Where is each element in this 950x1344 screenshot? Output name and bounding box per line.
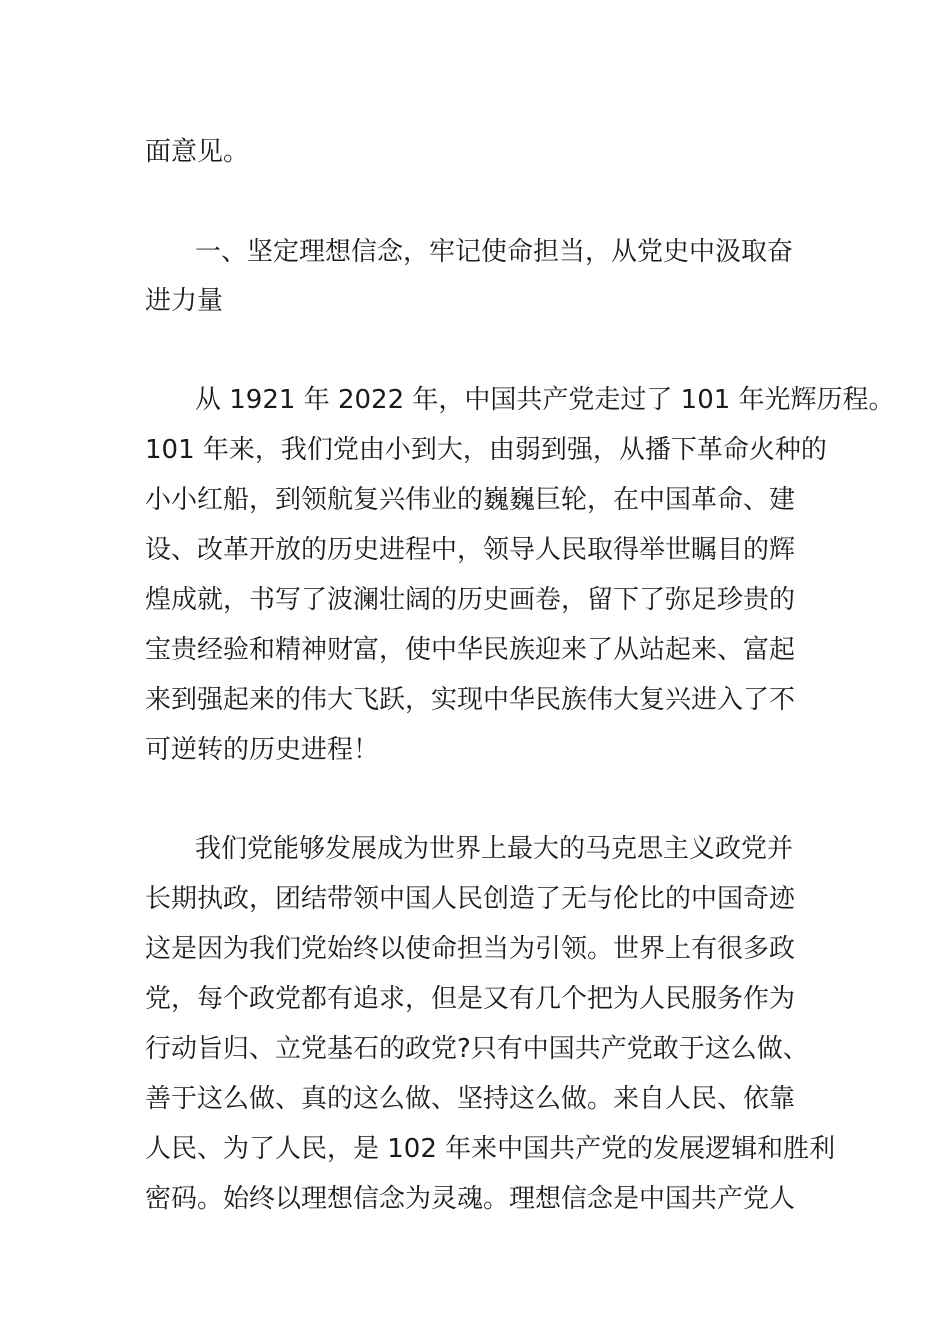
text-line: 小小红船，到领航复兴伟业的巍巍巨轮，在中国革命、建 bbox=[145, 485, 796, 515]
section-heading-line: 进力量 bbox=[145, 286, 224, 316]
text-line: 我们党能够发展成为世界上最大的马克思主义政党并 bbox=[195, 834, 794, 864]
text-line: 面意见。 bbox=[145, 137, 250, 167]
text-line: 可逆转的历史进程！ bbox=[145, 735, 380, 765]
text-line: 煌成就，书写了波澜壮阔的历史画卷，留下了弥足珍贵的 bbox=[145, 585, 796, 615]
text-line: 101 年来，我们党由小到大，由弱到强，从播下革命火种的 bbox=[145, 435, 827, 465]
text-line: 从 1921 年 2022 年，中国共产党走过了 101 年光辉历程。 bbox=[195, 385, 895, 415]
text-line: 来到强起来的伟大飞跃，实现中华民族伟大复兴进入了不 bbox=[145, 685, 796, 715]
text-line: 党，每个政党都有追求，但是又有几个把为人民服务作为 bbox=[145, 984, 796, 1014]
text-line: 人民、为了人民，是 102 年来中国共产党的发展逻辑和胜利 bbox=[145, 1134, 836, 1164]
text-line: 密码。始终以理想信念为灵魂。理想信念是中国共产党人 bbox=[145, 1184, 796, 1214]
section-heading-line: 一、坚定理想信念，牢记使命担当，从党史中汲取奋 bbox=[195, 237, 794, 267]
text-line: 设、改革开放的历史进程中，领导人民取得举世瞩目的辉 bbox=[145, 535, 796, 565]
text-line: 长期执政，团结带领中国人民创造了无与伦比的中国奇迹 bbox=[145, 884, 796, 914]
text-line: 善于这么做、真的这么做、坚持这么做。来自人民、依靠 bbox=[145, 1084, 796, 1114]
text-line: 这是因为我们党始终以使命担当为引领。世界上有很多政 bbox=[145, 934, 796, 964]
text-line: 行动旨归、立党基石的政党?只有中国共产党敢于这么做、 bbox=[145, 1034, 809, 1064]
text-line: 宝贵经验和精神财富，使中华民族迎来了从站起来、富起 bbox=[145, 635, 796, 665]
